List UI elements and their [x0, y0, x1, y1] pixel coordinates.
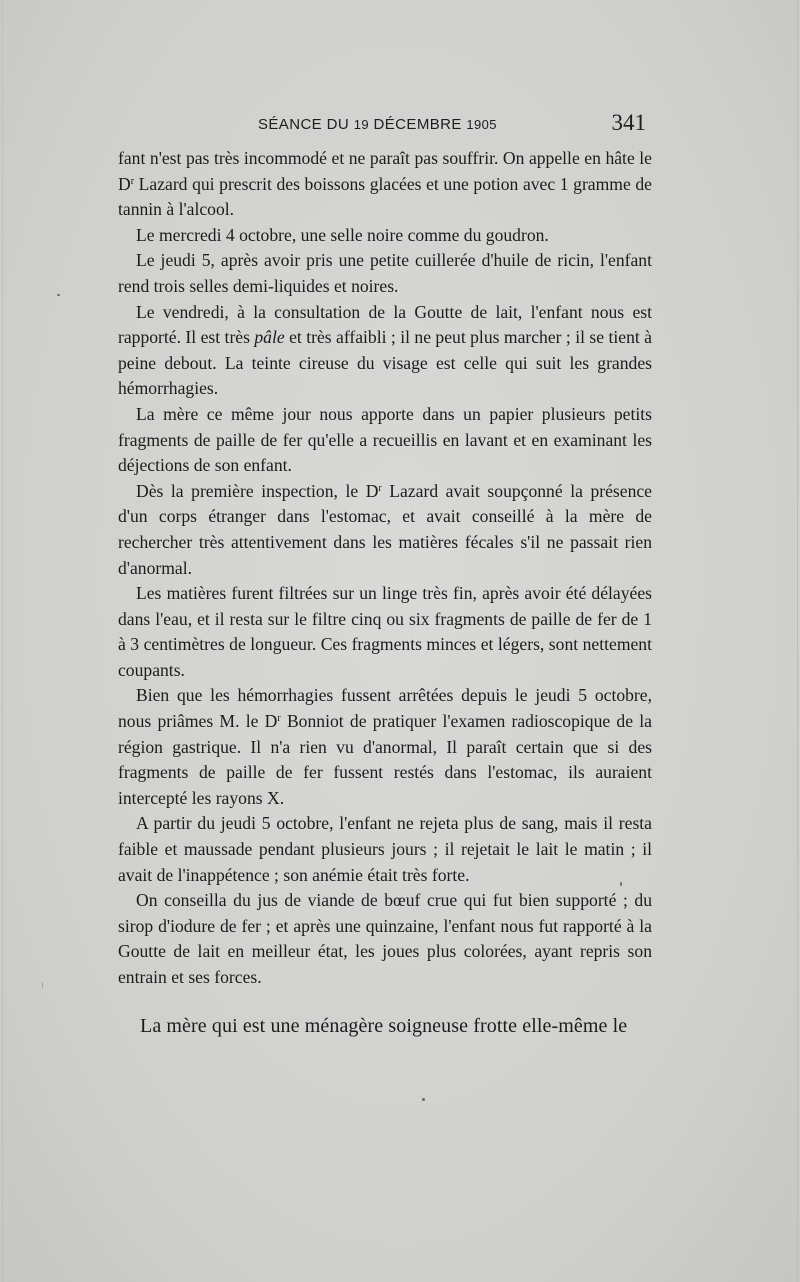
running-head-day: 19 [353, 117, 369, 132]
text-run: Les matières furent filtrées sur un linge très fin, après avoir été délayées dans l'eau, et il resta sur le filtre cinq ou six fragments de paille de fer de 1 à 3 centimètres de longueur. Ces fragments minces et légers, sont nettement coupants. [118, 583, 652, 680]
superscript: r [130, 175, 135, 187]
italic-word: pâle [254, 327, 285, 348]
text-run: Le mercredi 4 octobre, une selle noire comme du goudron. [136, 224, 549, 245]
paragraph [118, 581, 652, 683]
text-run: Lazard qui prescrit des boissons glacées et une potion avec 1 gramme de tannin à l'alcool. [118, 173, 652, 220]
ink-speck [42, 982, 43, 988]
running-head-title [258, 116, 497, 133]
page-edge-left [2, 0, 3, 1282]
ink-speck [57, 294, 60, 296]
paragraph [118, 248, 652, 299]
text-run: La mère ce même jour nous apporte dans un papier plusieurs petits fragments de paille de fer qu'elle a recueillis en lavant et en examinant les déjections de son enfant. [118, 403, 652, 476]
ink-speck [620, 882, 622, 886]
text-run: Le vendredi, à la consultation de la Goutte de lait, l'enfant nous est rapporté. Il est très [118, 301, 652, 348]
paragraph [118, 811, 652, 888]
running-head-prefix: SÉANCE DU [258, 116, 350, 133]
text-run: Lazard avait soupçonné la présence d'un corps étranger dans l'estomac, et avait conseillé à la mère de rechercher très attentivement dans les matières fécales s'il ne passait rien d'anormal. [118, 480, 652, 578]
superscript: r [378, 482, 382, 494]
ink-speck [422, 1098, 425, 1101]
text-run: Bonniot de pratiquer l'examen radioscopique de la région gastrique. Il n'a rien vu d'anormal, Il paraît certain que si des fragments de paille de fer fussent restés dans l'estomac, ils auraient intercepté les rayons X. [118, 711, 652, 808]
text-run: A partir du jeudi 5 octobre, l'enfant ne rejeta plus de sang, mais il resta faible et maussade pendant plusieurs jours ; il rejetait le lait le matin ; il avait de l'inappétence ; son anémie était très forte. [118, 813, 652, 885]
body-text [118, 146, 652, 991]
paragraph [118, 146, 652, 223]
text-run: Dès la première inspection, le D [136, 480, 379, 501]
page-edge-right [797, 0, 798, 1282]
superscript: r [277, 713, 281, 725]
text-run: et très affaibli ; il ne peut plus marcher ; il se tient à peine debout. La teinte cireuse du visage est celle qui suit les grandes hémorrhagies. [118, 327, 652, 399]
paragraph [118, 300, 652, 402]
text-run: Le jeudi 5, après avoir pris une petite cuillerée d'huile de ricin, l'enfant rend trois selles demi-liquides et noires. [118, 250, 652, 296]
paragraph [118, 223, 652, 249]
text-run: Bien que les hémorrhagies fussent arrêtées depuis le jeudi 5 octobre, nous priâmes M. le D [118, 685, 652, 732]
paragraph [118, 683, 652, 811]
running-head [118, 108, 652, 140]
text-run: On conseilla du jus de viande de bœuf crue qui fut bien supporté ; du sirop d'iodure de fer ; et après une quinzaine, l'enfant nous fut rapporté à la Goutte de lait en meilleur état, les joues plus colorées, ayant repris son entrain et ses forces. [118, 890, 652, 987]
paragraph [118, 402, 652, 479]
paragraph [118, 888, 652, 990]
last-line: La mère qui est une ménagère soigneuse frotte elle-même le [140, 1015, 628, 1037]
paragraph [118, 479, 652, 581]
page-number: 341 [611, 110, 646, 135]
running-head-year: 1905 [466, 117, 497, 132]
text-run: fant n'est pas très incommodé et ne paraît pas souffrir. On appelle en hâte le D [118, 148, 652, 194]
running-head-month: DÉCEMBRE [373, 116, 462, 133]
